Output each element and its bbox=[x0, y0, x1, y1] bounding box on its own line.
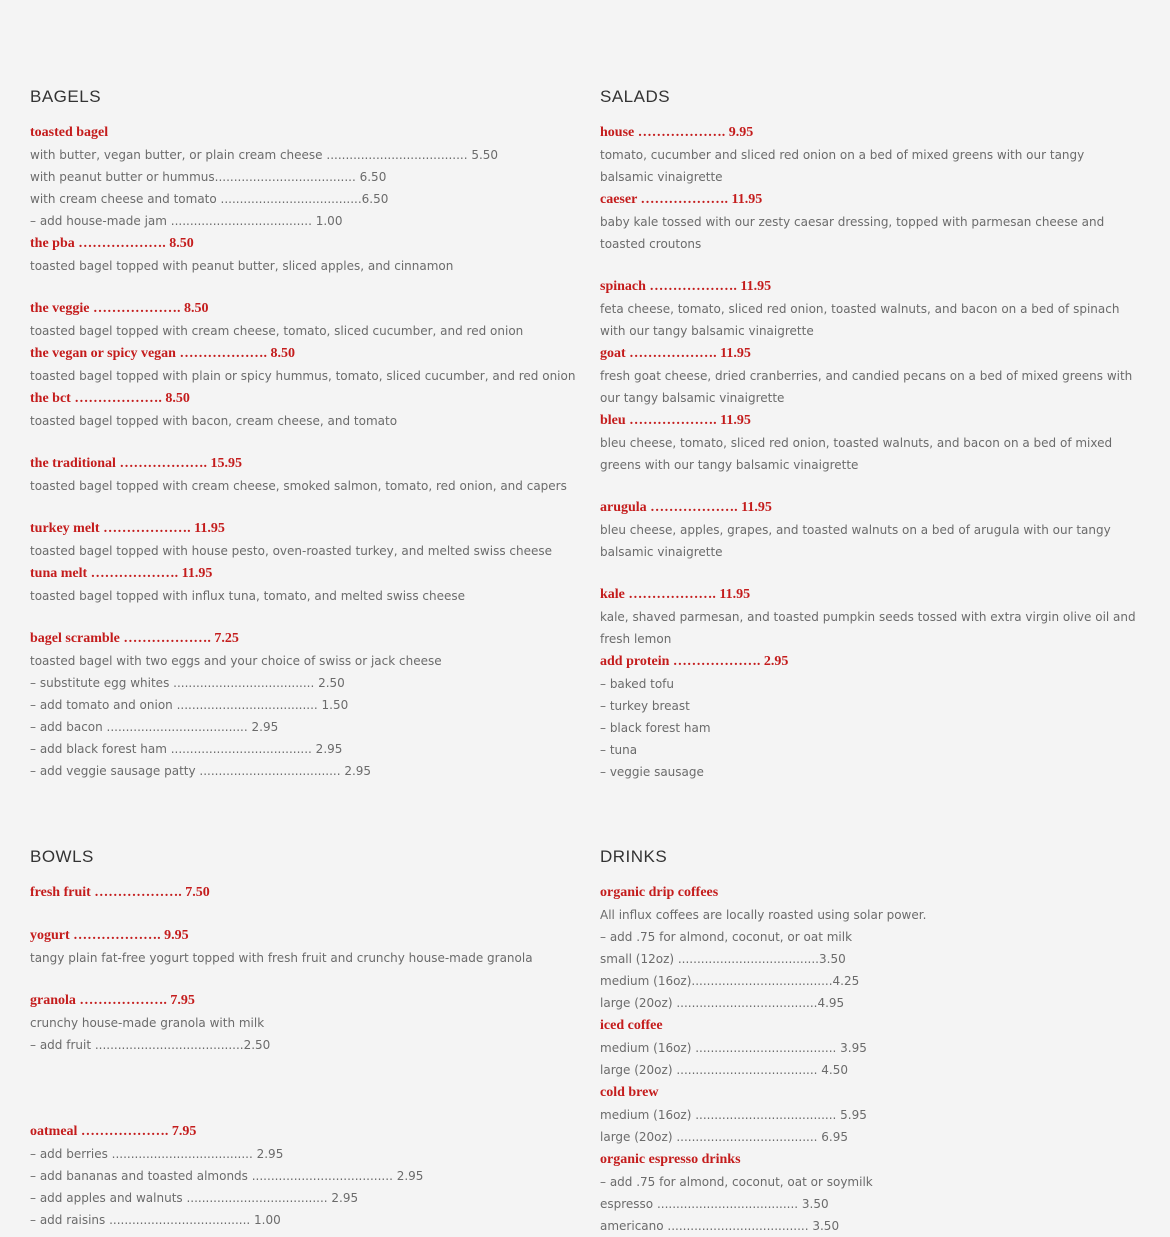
spacer bbox=[30, 607, 570, 627]
section-title-salads: SALADS bbox=[600, 87, 671, 106]
menu-item-description: – add black forest ham ..................................... 2.95 bbox=[30, 742, 343, 756]
menu-item-title: kale ………………. 11.95 bbox=[600, 587, 751, 602]
menu-item-description: with peanut butter or hummus..................................... 6.50 bbox=[30, 170, 387, 184]
menu-item-description: – veggie sausage bbox=[600, 765, 704, 779]
menu-item-description: – add apples and walnuts ..................................... 2.95 bbox=[30, 1191, 359, 1205]
menu-item-description: – add berries ..................................... 2.95 bbox=[30, 1147, 284, 1161]
menu-item-description: large (20oz) ..................................... 6.95 bbox=[600, 1130, 848, 1144]
spacer bbox=[30, 497, 570, 517]
menu-item-description: – add raisins ..................................... 1.00 bbox=[30, 1213, 281, 1227]
menu-item-title: toasted bagel bbox=[30, 125, 109, 140]
menu-item-title: add protein ………………. 2.95 bbox=[600, 654, 789, 669]
menu-item-description: large (20oz) .....................................4.95 bbox=[600, 996, 845, 1010]
section-title-drinks: DRINKS bbox=[600, 847, 668, 866]
menu-item-description: toasted bagel topped with bacon, cream cheese, and tomato bbox=[30, 414, 398, 428]
menu-item-title: granola ………………. 7.95 bbox=[30, 993, 195, 1008]
menu-item-description: toasted bagel topped with influx tuna, tomato, and melted swiss cheese bbox=[30, 589, 465, 603]
spacer bbox=[30, 277, 570, 297]
menu-item-description: toasted bagel topped with peanut butter, sliced apples, and cinnamon bbox=[30, 259, 454, 273]
menu-item-description: with cream cheese and tomato .....................................6.50 bbox=[30, 192, 389, 206]
menu-item-description: espresso ..................................... 3.50 bbox=[600, 1197, 829, 1211]
menu-item-title: turkey melt ………………. 11.95 bbox=[30, 521, 225, 536]
menu-item-title: caeser ………………. 11.95 bbox=[600, 192, 763, 207]
menu-item-description: – add fruit .......................................2.50 bbox=[30, 1038, 271, 1052]
menu-item-description: small (12oz) .....................................3.50 bbox=[600, 952, 846, 966]
menu-item-title: the pba ………………. 8.50 bbox=[30, 236, 194, 251]
bowls-menu bbox=[30, 881, 570, 1231]
menu-item-title: goat ………………. 11.95 bbox=[600, 346, 751, 361]
drinks-menu bbox=[600, 881, 1140, 1237]
menu-item-title: bagel scramble ………………. 7.25 bbox=[30, 631, 239, 646]
menu-item-description: – add house-made jam ..................................... 1.00 bbox=[30, 214, 343, 228]
menu-item-description: toasted bagel topped with house pesto, oven-roasted turkey, and melted swiss cheese bbox=[30, 544, 553, 558]
menu-item-description: with butter, vegan butter, or plain cream cheese ..................................... 5.50 bbox=[30, 148, 499, 162]
menu-item-description: – add tomato and onion ..................................... 1.50 bbox=[30, 698, 349, 712]
menu-item-description: toasted bagel with two eggs and your choice of swiss or jack cheese bbox=[30, 654, 442, 668]
menu-item-description: – add .75 for almond, coconut, or oat milk bbox=[600, 930, 853, 944]
salads-menu bbox=[600, 121, 1140, 783]
menu-item-title: fresh fruit ………………. 7.50 bbox=[30, 885, 210, 900]
menu-item-title: organic drip coffees bbox=[600, 885, 719, 900]
menu-item-description: – baked tofu bbox=[600, 677, 674, 691]
menu-item-description: bleu cheese, apples, grapes, and toasted walnuts on a bed of arugula with our tangy balsamic vinaigrette bbox=[600, 523, 1111, 559]
menu-item-title: cold brew bbox=[600, 1085, 659, 1100]
spacer bbox=[600, 255, 1140, 275]
spacer bbox=[30, 969, 570, 989]
menu-item-title: the traditional ………………. 15.95 bbox=[30, 456, 242, 471]
menu-item-title: yogurt ………………. 9.95 bbox=[30, 928, 189, 943]
menu-item-description: tangy plain fat-free yogurt topped with fresh fruit and crunchy house-made granola bbox=[30, 951, 533, 965]
menu-item-description: medium (16oz) ..................................... 3.95 bbox=[600, 1041, 867, 1055]
menu-item-description: baby kale tossed with our zesty caesar dressing, topped with parmesan cheese and toasted croutons bbox=[600, 215, 1105, 251]
section-title-bagels: BAGELS bbox=[30, 87, 102, 106]
menu-item-description: – substitute egg whites ..................................... 2.50 bbox=[30, 676, 345, 690]
menu-item-description: – tuna bbox=[600, 743, 638, 757]
menu-item-description: medium (16oz) ..................................... 5.95 bbox=[600, 1108, 867, 1122]
menu-item-title: the veggie ………………. 8.50 bbox=[30, 301, 209, 316]
spacer bbox=[30, 904, 570, 924]
menu-item-description: – add .75 for almond, coconut, oat or soymilk bbox=[600, 1175, 873, 1189]
menu-item-title: house ………………. 9.95 bbox=[600, 125, 754, 140]
menu-item-description: – add bananas and toasted almonds ..................................... 2.95 bbox=[30, 1169, 424, 1183]
menu-item-description: – turkey breast bbox=[600, 699, 690, 713]
menu-item-description: medium (16oz).....................................4.25 bbox=[600, 974, 860, 988]
menu-item-description: large (20oz) ..................................... 4.50 bbox=[600, 1063, 848, 1077]
menu-item-description: americano ..................................... 3.50 bbox=[600, 1219, 840, 1233]
menu-item-title: bleu ………………. 11.95 bbox=[600, 413, 751, 428]
menu-item-description: fresh goat cheese, dried cranberries, and candied pecans on a bed of mixed greens with our tangy balsamic vinaigrette bbox=[600, 369, 1133, 405]
menu-item-description: feta cheese, tomato, sliced red onion, toasted walnuts, and bacon on a bed of spinach with our tangy balsamic vinaigrette bbox=[600, 302, 1120, 338]
spacer bbox=[30, 432, 570, 452]
spacer bbox=[600, 563, 1140, 583]
menu-item-title: spinach ………………. 11.95 bbox=[600, 279, 772, 294]
menu-item-description: toasted bagel topped with cream cheese, tomato, sliced cucumber, and red onion bbox=[30, 324, 524, 338]
menu-item-title: the vegan or spicy vegan ………………. 8.50 bbox=[30, 346, 295, 361]
menu-item-description: – add bacon ..................................... 2.95 bbox=[30, 720, 279, 734]
menu-item-description: toasted bagel topped with cream cheese, smoked salmon, tomato, red onion, and capers bbox=[30, 479, 567, 493]
menu-item-description: toasted bagel topped with plain or spicy hummus, tomato, sliced cucumber, and red onion bbox=[30, 369, 576, 383]
menu-item-title: iced coffee bbox=[600, 1018, 663, 1033]
menu-item-title: organic espresso drinks bbox=[600, 1152, 741, 1167]
menu-item-title: the bct ………………. 8.50 bbox=[30, 391, 190, 406]
menu-item-title: oatmeal ………………. 7.95 bbox=[30, 1124, 197, 1139]
menu-item-description: kale, shaved parmesan, and toasted pumpkin seeds tossed with extra virgin olive oil and fresh lemon bbox=[600, 610, 1136, 646]
menu-item-description: – add veggie sausage patty ..................................... 2.95 bbox=[30, 764, 372, 778]
spacer bbox=[600, 476, 1140, 496]
menu-item-description: crunchy house-made granola with milk bbox=[30, 1016, 265, 1030]
menu-item-title: tuna melt ………………. 11.95 bbox=[30, 566, 213, 581]
menu-item-title: arugula ………………. 11.95 bbox=[600, 500, 772, 515]
spacer bbox=[30, 1056, 570, 1120]
bagels-menu bbox=[30, 121, 576, 782]
section-title-bowls: BOWLS bbox=[30, 847, 94, 866]
menu-item-description: bleu cheese, tomato, sliced red onion, toasted walnuts, and bacon on a bed of mixed greens with our tangy balsamic vinaigrette bbox=[600, 436, 1113, 472]
menu-item-description: – black forest ham bbox=[600, 721, 711, 735]
menu-item-description: All influx coffees are locally roasted using solar power. bbox=[600, 908, 927, 922]
menu-item-description: tomato, cucumber and sliced red onion on a bed of mixed greens with our tangy balsamic vinaigrette bbox=[600, 148, 1085, 184]
